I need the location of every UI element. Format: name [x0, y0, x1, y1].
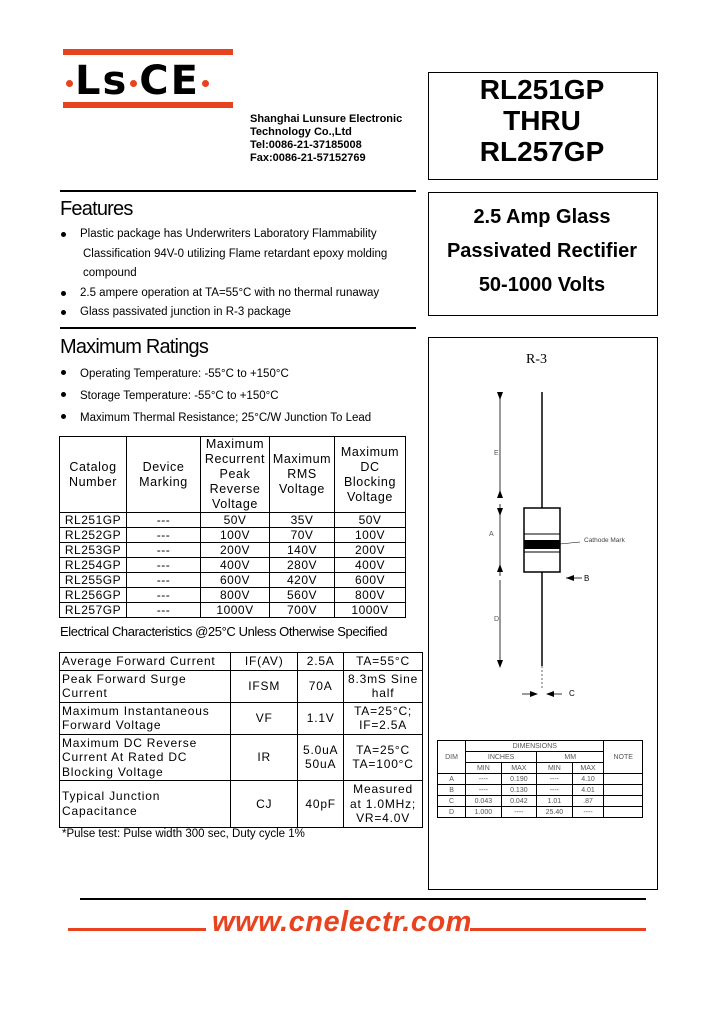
- table-row: [60, 781, 423, 828]
- divider: [80, 898, 646, 900]
- features-title: Features: [60, 198, 133, 220]
- dim-cell: [604, 807, 643, 818]
- table-cell: 280V: [270, 558, 335, 573]
- part-number: [428, 74, 656, 167]
- table-cell: 800V: [201, 588, 270, 603]
- feature-item: Plastic package has Underwriters Laboratory Flammability: [61, 225, 421, 245]
- table-row: [60, 513, 406, 528]
- electrical-value: 1.1V: [298, 702, 344, 734]
- table-cell: 600V: [335, 573, 406, 588]
- table-cell: 100V: [335, 528, 406, 543]
- electrical-value: 5.0uA 50uA: [298, 734, 344, 781]
- table-cell: 800V: [335, 588, 406, 603]
- product-description: [428, 200, 656, 302]
- table-cell: 600V: [201, 573, 270, 588]
- table-cell: ---: [127, 558, 201, 573]
- rating-item: Maximum Thermal Resistance; 25°C/W Junction To Lead: [61, 407, 421, 429]
- table-cell: RL254GP: [60, 558, 127, 573]
- electrical-symbol: IFSM: [231, 670, 298, 702]
- table-cell: RL251GP: [60, 513, 127, 528]
- dim-cell: 25.40: [537, 807, 573, 818]
- package-name: R-3: [526, 352, 547, 367]
- table-cell: RL253GP: [60, 543, 127, 558]
- table-row: [60, 558, 406, 573]
- dim-label-b: B: [584, 574, 590, 583]
- table-cell: ---: [127, 513, 201, 528]
- rating-item: Operating Temperature: -55°C to +150°C: [61, 363, 421, 385]
- table-row: [60, 670, 423, 702]
- feature-item-cont: compound: [83, 267, 137, 279]
- col-catalog: Catalog Number: [60, 437, 127, 513]
- table-cell: 70V: [270, 528, 335, 543]
- desc-line2: Passivated Rectifier: [446, 240, 638, 262]
- features-list: [61, 225, 421, 323]
- dim-col-inches: INCHES: [466, 752, 537, 763]
- electrical-table: [59, 652, 423, 828]
- logo-text-left: Ls: [75, 58, 129, 104]
- electrical-param: Peak Forward Surge Current: [60, 670, 231, 702]
- logo-dot-icon: [202, 80, 209, 87]
- table-row: [60, 573, 406, 588]
- company-info: [250, 113, 402, 165]
- desc-line3: 50-1000 Volts: [478, 274, 606, 296]
- table-cell: RL252GP: [60, 528, 127, 543]
- rating-item: Storage Temperature: -55°C to +150°C: [61, 385, 421, 407]
- table-cell: 140V: [270, 543, 335, 558]
- table-cell: 400V: [335, 558, 406, 573]
- dim-cell: [604, 785, 643, 796]
- electrical-value: 70A: [298, 670, 344, 702]
- table-row: [438, 807, 643, 818]
- logo-dot-icon: [66, 80, 73, 87]
- electrical-param: Typical Junction Capacitance: [60, 781, 231, 828]
- dim-label-e: E: [494, 450, 499, 457]
- desc-line1: 2.5 Amp Glass: [473, 206, 611, 228]
- table-cell: 200V: [201, 543, 270, 558]
- table-cell: RL257GP: [60, 603, 127, 618]
- company-name-line1: Shanghai Lunsure Electronic: [250, 113, 403, 125]
- part-line2: THRU: [503, 105, 581, 136]
- dim-cell: 0.043: [466, 796, 502, 807]
- dim-title: DIMENSIONS: [466, 741, 604, 752]
- dim-cell: ----: [537, 785, 573, 796]
- electrical-value: 40pF: [298, 781, 344, 828]
- table-row: [60, 543, 406, 558]
- dim-cell: 4.01: [572, 785, 604, 796]
- logo: [64, 58, 211, 104]
- logo-bar-top: [63, 49, 233, 55]
- dim-cell: A: [438, 774, 466, 785]
- dim-cell: D: [438, 807, 466, 818]
- table-row: [60, 528, 406, 543]
- table-cell: 560V: [270, 588, 335, 603]
- table-row: [438, 796, 643, 807]
- col-vrms: Maximum RMS Voltage: [270, 437, 335, 513]
- electrical-symbol: VF: [231, 702, 298, 734]
- divider: [470, 928, 646, 931]
- dim-col-note: NOTE: [604, 741, 643, 774]
- company-tel: Tel:0086-21-37185008: [250, 139, 362, 151]
- dim-label-c: C: [569, 689, 575, 698]
- table-cell: 1000V: [335, 603, 406, 618]
- ratings-table: [59, 436, 406, 618]
- dim-cell: ----: [466, 785, 502, 796]
- dim-cell: 0.190: [501, 774, 537, 785]
- company-name-line2: Technology Co.,Ltd: [250, 126, 352, 138]
- table-row: [438, 774, 643, 785]
- dim-cell: ----: [537, 774, 573, 785]
- dim-cell: 0.130: [501, 785, 537, 796]
- electrical-cond: TA=55°C: [344, 653, 423, 671]
- dim-cell: 0.042: [501, 796, 537, 807]
- dim-col-mm: MM: [537, 752, 604, 763]
- table-row: [60, 653, 423, 671]
- table-cell: 50V: [201, 513, 270, 528]
- part-line1: RL251GP: [479, 74, 605, 105]
- feature-item-cont: Classification 94V-0 utilizing Flame retardant epoxy molding: [83, 247, 388, 260]
- dim-cell: .87: [572, 796, 604, 807]
- dim-cell: ----: [466, 774, 502, 785]
- electrical-cond: Measured at 1.0MHz; VR=4.0V: [344, 781, 423, 828]
- table-cell: 100V: [201, 528, 270, 543]
- col-marking: Device Marking: [127, 437, 201, 513]
- dim-sub-min: MIN: [466, 763, 502, 774]
- table-cell: ---: [127, 543, 201, 558]
- electrical-value: 2.5A: [298, 653, 344, 671]
- divider: [68, 928, 206, 931]
- dim-cell: ----: [501, 807, 537, 818]
- dim-cell: [604, 774, 643, 785]
- feature-item: 2.5 ampere operation at TA=55°C with no thermal runaway: [61, 284, 421, 304]
- table-cell: 200V: [335, 543, 406, 558]
- dim-cell: ----: [572, 807, 604, 818]
- dim-cell: C: [438, 796, 466, 807]
- table-cell: RL256GP: [60, 588, 127, 603]
- feature-item: Glass passivated junction in R-3 package: [61, 303, 421, 323]
- col-vrrm: Maximum Recurrent Peak Reverse Voltage: [201, 437, 270, 513]
- part-line3: RL257GP: [479, 136, 605, 167]
- dim-cell: 4.10: [572, 774, 604, 785]
- table-cell: 1000V: [201, 603, 270, 618]
- divider: [60, 327, 416, 329]
- table-row: [60, 603, 406, 618]
- table-cell: 420V: [270, 573, 335, 588]
- table-row: [438, 785, 643, 796]
- electrical-cond: TA=25°C; IF=2.5A: [344, 702, 423, 734]
- electrical-symbol: CJ: [231, 781, 298, 828]
- pulse-note: *Pulse test: Pulse width 300 sec, Duty cycle 1%: [62, 828, 305, 840]
- dim-label-d: D: [494, 616, 500, 623]
- dim-sub-max: MAX: [572, 763, 604, 774]
- dimensions-table: [437, 740, 643, 818]
- electrical-cond: TA=25°C TA=100°C: [344, 734, 423, 781]
- dim-sub-min: MIN: [537, 763, 573, 774]
- table-row: [60, 702, 423, 734]
- electrical-param: Maximum DC Reverse Current At Rated DC Blocking Voltage: [60, 734, 231, 781]
- table-cell: RL255GP: [60, 573, 127, 588]
- dim-col-dim: DIM: [438, 741, 466, 774]
- electrical-title: Electrical Characteristics @25°C Unless Otherwise Specified: [60, 624, 388, 639]
- table-cell: 400V: [201, 558, 270, 573]
- dim-cell: 1.000: [466, 807, 502, 818]
- dim-label-a: A: [489, 531, 494, 538]
- table-row: [60, 588, 406, 603]
- dim-sub-max: MAX: [501, 763, 537, 774]
- table-cell: ---: [127, 603, 201, 618]
- dim-cell: B: [438, 785, 466, 796]
- logo-dot-icon: [130, 80, 137, 87]
- table-cell: 700V: [270, 603, 335, 618]
- dim-cell: 1.01: [537, 796, 573, 807]
- electrical-symbol: IF(AV): [231, 653, 298, 671]
- electrical-param: Maximum Instantaneous Forward Voltage: [60, 702, 231, 734]
- table-row: [60, 734, 423, 781]
- table-cell: 50V: [335, 513, 406, 528]
- max-ratings-list: [61, 363, 421, 429]
- dim-cell: [604, 796, 643, 807]
- website-link[interactable]: www.cnelectr.com: [212, 906, 472, 938]
- logo-text-right: CE: [139, 58, 200, 104]
- electrical-param: Average Forward Current: [60, 653, 231, 671]
- electrical-cond: 8.3mS Sine half: [344, 670, 423, 702]
- table-cell: ---: [127, 573, 201, 588]
- table-cell: 35V: [270, 513, 335, 528]
- table-cell: ---: [127, 528, 201, 543]
- electrical-symbol: IR: [231, 734, 298, 781]
- max-ratings-title: Maximum Ratings: [60, 336, 209, 358]
- col-vdc: Maximum DC Blocking Voltage: [335, 437, 406, 513]
- company-fax: Fax:0086-21-57152769: [250, 152, 366, 164]
- table-cell: ---: [127, 588, 201, 603]
- cathode-mark-label: Cathode Mark: [584, 537, 625, 544]
- divider: [60, 190, 416, 192]
